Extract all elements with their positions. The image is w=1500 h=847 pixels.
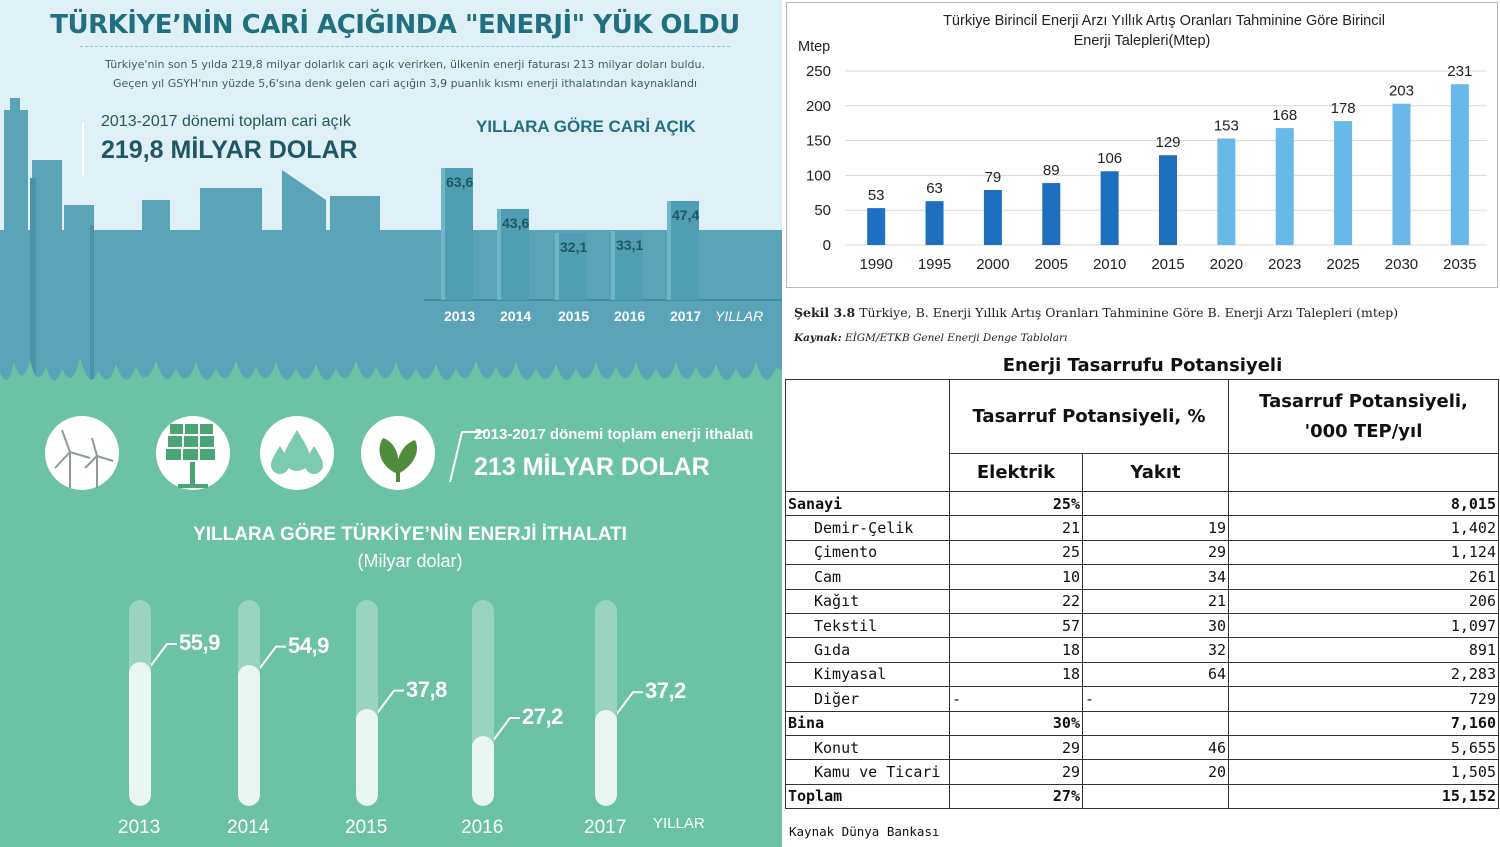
import-leader-line <box>376 691 404 715</box>
figure-caption <box>794 305 1398 320</box>
row-name-cell: Gıda <box>786 638 950 662</box>
table-row <box>786 613 1499 637</box>
deficit-value-label: 33,1 <box>616 237 644 254</box>
import-value-label: 37,2 <box>645 678 686 704</box>
import-leader-line <box>258 647 286 671</box>
tep-cell: 15,152 <box>1229 784 1499 808</box>
row-name-cell: Çimento <box>786 540 950 564</box>
table-row <box>786 687 1499 711</box>
tep-cell: 1,124 <box>1229 540 1499 564</box>
table-subheader-yakit: Yakıt <box>1083 454 1229 492</box>
table-row <box>786 662 1499 686</box>
deficit-year-label: 2016 <box>614 308 646 324</box>
total-deficit-value: 219,8 MİLYAR DOLAR <box>101 136 358 164</box>
x-tick-label: 2015 <box>1151 256 1185 273</box>
tep-cell: 1,505 <box>1229 760 1499 784</box>
demand-bar-2015 <box>1159 155 1177 245</box>
elektrik-cell: 21 <box>950 516 1083 540</box>
tep-cell: 5,655 <box>1229 735 1499 759</box>
table-subheader-elektrik: Elektrik <box>950 454 1083 492</box>
row-name-cell: Bina <box>786 711 950 735</box>
yakit-cell: 21 <box>1083 589 1229 613</box>
demand-value-label: 203 <box>1388 82 1414 100</box>
row-name-cell: Cam <box>786 565 950 589</box>
elektrik-cell: 10 <box>950 565 1083 589</box>
deficit-value-label: 43,6 <box>502 215 530 232</box>
x-tick-label: 2010 <box>1092 256 1127 273</box>
infographic-title: TÜRKİYE’NİN CARİ AÇIĞINDA "ENERJİ" YÜK OLDU <box>50 10 740 40</box>
elektrik-cell: 22 <box>950 589 1083 613</box>
import-tube-fill <box>129 662 151 806</box>
energy-savings-table <box>785 379 1499 809</box>
yakit-cell: 19 <box>1083 516 1229 540</box>
import-leader-line <box>615 692 643 716</box>
infographic-subtitle-line1: Türkiye'nin son 5 yılda 219,8 milyar dolarlık cari açık verirken, ülkenin enerji faturası 213 milyar doları buldu. <box>105 58 705 71</box>
demand-bar-2025 <box>1334 121 1352 245</box>
x-tick-label: 2020 <box>1209 256 1244 273</box>
table-row <box>786 711 1499 735</box>
figure-source-label: Kaynak: <box>794 332 842 344</box>
table-header-tep-line1: Tasarruf Potansiyeli, <box>1259 390 1468 412</box>
yakit-cell <box>1083 784 1229 808</box>
table-row <box>786 540 1499 564</box>
import-tube-fill <box>356 709 378 806</box>
yakit-cell: 20 <box>1083 760 1229 784</box>
table-header-tep <box>1229 380 1499 454</box>
yakit-cell: 34 <box>1083 565 1229 589</box>
y-tick-label: 50 <box>814 202 831 220</box>
import-value-label: 55,9 <box>179 630 220 656</box>
yakit-cell: - <box>1083 687 1229 711</box>
table-row <box>786 565 1499 589</box>
table-body <box>786 492 1499 809</box>
yakit-cell: 32 <box>1083 638 1229 662</box>
row-name-cell: Kamu ve Ticari <box>786 760 950 784</box>
demand-value-label: 79 <box>984 169 1002 187</box>
import-year-label: 2014 <box>227 817 270 838</box>
demand-value-label: 106 <box>1097 150 1123 168</box>
import-tube-fill <box>595 710 617 806</box>
figure-number: Şekil 3.8 <box>794 305 856 320</box>
energy-savings-table-wrap <box>785 353 1500 809</box>
x-tick-label: 2030 <box>1384 256 1419 273</box>
import-leader-line <box>492 718 520 742</box>
demand-bar-2023 <box>1276 128 1294 245</box>
x-tick-label: 1990 <box>859 256 893 273</box>
x-tick-label: 2005 <box>1034 256 1068 273</box>
tep-cell: 1,402 <box>1229 516 1499 540</box>
row-name-cell: Demir-Çelik <box>786 516 950 540</box>
deficit-axis-word: YILLAR <box>715 308 764 324</box>
yakit-cell: 30 <box>1083 613 1229 637</box>
demand-value-label: 89 <box>1042 162 1060 180</box>
y-tick-label: 0 <box>822 237 831 254</box>
y-tick-label: 100 <box>805 167 831 185</box>
tep-cell: 206 <box>1229 589 1499 613</box>
demand-bar-2030 <box>1392 104 1410 245</box>
import-tube-2015 <box>356 600 378 806</box>
x-tick-label: 2000 <box>976 256 1010 273</box>
row-name-cell: Kağıt <box>786 589 950 613</box>
table-source: Kaynak Dünya Bankası <box>789 824 940 839</box>
figure-caption-text: Türkiye, B. Enerji Yıllık Artış Oranları Tahminine Göre B. Enerji Arzı Talepleri (mtep) <box>855 305 1399 320</box>
table-row <box>786 735 1499 759</box>
row-name-cell: Tekstil <box>786 613 950 637</box>
tep-cell: 7,160 <box>1229 711 1499 735</box>
elektrik-cell: 27% <box>950 784 1083 808</box>
demand-bar-2010 <box>1101 171 1119 245</box>
x-tick-label: 1995 <box>917 256 952 273</box>
table-row <box>786 784 1499 808</box>
elektrik-cell: 29 <box>950 760 1083 784</box>
tep-cell: 261 <box>1229 565 1499 589</box>
import-leader-line <box>149 644 177 668</box>
yakit-cell <box>1083 711 1229 735</box>
demand-value-label: 231 <box>1447 63 1473 81</box>
yakit-cell <box>1083 492 1229 516</box>
tep-cell: 729 <box>1229 687 1499 711</box>
deficit-year-label: 2013 <box>444 308 476 324</box>
x-tick-label: 2035 <box>1443 256 1477 273</box>
row-name-cell: Diğer <box>786 687 950 711</box>
demand-bar-2005 <box>1042 183 1060 245</box>
chart-title-line2: Enerji Talepleri(Mtep) <box>1073 33 1211 49</box>
chart-title-line1: Türkiye Birincil Enerji Arzı Yıllık Artış Oranları Tahminine Göre Birincil <box>943 13 1385 29</box>
import-tube-fill <box>472 736 494 806</box>
yakit-cell: 64 <box>1083 662 1229 686</box>
import-chart-unit: (Milyar dolar) <box>357 551 463 571</box>
import-year-label: 2013 <box>118 817 161 838</box>
elektrik-cell: 25% <box>950 492 1083 516</box>
demand-bar-1990 <box>867 208 885 245</box>
elektrik-cell: 30% <box>950 711 1083 735</box>
import-year-label: 2016 <box>461 817 504 838</box>
import-axis-word: YILLAR <box>653 815 705 832</box>
elektrik-cell: 29 <box>950 735 1083 759</box>
import-value-label: 27,2 <box>522 703 563 729</box>
import-tube-fill <box>238 665 260 806</box>
x-tick-label: 2025 <box>1326 256 1360 273</box>
import-year-label: 2015 <box>345 817 388 838</box>
table-header-tep-line2: '000 TEP/yıl <box>1304 420 1423 442</box>
deficit-year-label: 2017 <box>670 308 702 324</box>
table-subheader-tep-empty <box>1229 454 1499 492</box>
demand-value-label: 168 <box>1272 107 1298 125</box>
infographic-subtitle-line2: Geçen yıl GSYH'nın yüzde 5,6'sına denk gelen cari açığın 3,9 puanlık kısmı enerji ithalatından kaynaklandı <box>113 77 697 90</box>
table-row <box>786 589 1499 613</box>
demand-value-label: 53 <box>867 187 885 205</box>
figure-source <box>794 332 1067 344</box>
elektrik-cell: 18 <box>950 662 1083 686</box>
import-chart-title: YILLARA GÖRE TÜRKİYE’NİN ENERJİ İTHALATI <box>193 524 627 545</box>
table-header-empty <box>786 380 950 492</box>
elektrik-cell: - <box>950 687 1083 711</box>
table-row <box>786 492 1499 516</box>
import-total-label: 2013-2017 dönemi toplam enerji ithalatı <box>474 426 754 443</box>
demand-value-label: 153 <box>1213 117 1239 135</box>
x-tick-label: 2023 <box>1268 256 1302 273</box>
import-total-value: 213 MİLYAR DOLAR <box>474 453 710 481</box>
tep-cell: 1,097 <box>1229 613 1499 637</box>
energy-demand-chart <box>786 2 1498 288</box>
table-row <box>786 760 1499 784</box>
demand-bar-2035 <box>1451 84 1469 245</box>
table-row <box>786 516 1499 540</box>
deficit-value-label: 63,6 <box>446 173 474 190</box>
import-tube-2017 <box>595 600 617 806</box>
elektrik-cell: 57 <box>950 613 1083 637</box>
import-tube-2013 <box>129 600 151 806</box>
import-year-label: 2017 <box>584 817 627 838</box>
import-value-label: 37,8 <box>406 676 447 702</box>
demand-value-label: 178 <box>1330 100 1356 118</box>
tep-cell: 2,283 <box>1229 662 1499 686</box>
elektrik-cell: 18 <box>950 638 1083 662</box>
yakit-cell: 29 <box>1083 540 1229 564</box>
deficit-chart-title: YILLARA GÖRE CARİ AÇIK <box>476 117 696 136</box>
figure-source-text: EİGM/ETKB Genel Enerji Denge Tabloları <box>841 332 1068 344</box>
row-name-cell: Konut <box>786 735 950 759</box>
demand-value-label: 129 <box>1155 134 1181 152</box>
yakit-cell: 46 <box>1083 735 1229 759</box>
total-deficit-label: 2013-2017 dönemi toplam cari açık <box>101 113 351 130</box>
deficit-year-label: 2015 <box>558 308 590 324</box>
import-value-label: 54,9 <box>288 632 329 658</box>
chart-y-axis-label: Mtep <box>798 39 831 55</box>
y-tick-label: 200 <box>805 97 831 115</box>
import-tube-2016 <box>472 600 494 806</box>
demand-value-label: 63 <box>926 180 943 198</box>
y-tick-label: 250 <box>805 63 831 80</box>
import-tube-2014 <box>238 600 260 806</box>
deficit-year-label: 2014 <box>500 308 532 324</box>
table-header-pct: Tasarruf Potansiyeli, % <box>950 380 1229 454</box>
demand-bar-2000 <box>984 190 1002 245</box>
table-row <box>786 638 1499 662</box>
elektrik-cell: 25 <box>950 540 1083 564</box>
y-tick-label: 150 <box>805 132 831 150</box>
row-name-cell: Kimyasal <box>786 662 950 686</box>
tep-cell: 8,015 <box>1229 492 1499 516</box>
table-title: Enerji Tasarrufu Potansiyeli <box>1002 355 1283 376</box>
demand-bar-2020 <box>1217 139 1235 245</box>
row-name-cell: Sanayi <box>786 492 950 516</box>
deficit-value-label: 47,4 <box>672 207 700 224</box>
row-name-cell: Toplam <box>786 784 950 808</box>
tep-cell: 891 <box>1229 638 1499 662</box>
energy-demand-chart-svg <box>787 3 1498 288</box>
deficit-value-label: 32,1 <box>560 239 588 256</box>
demand-bar-1995 <box>926 201 944 245</box>
